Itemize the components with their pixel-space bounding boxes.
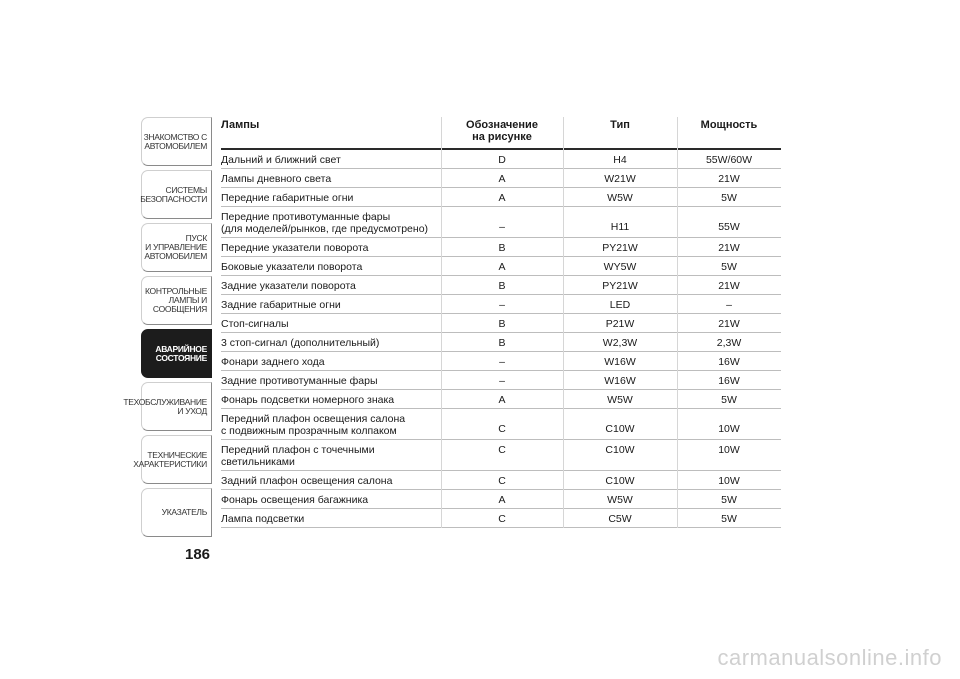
header-lamp: Лампы: [221, 119, 260, 131]
cell-code: D: [498, 154, 506, 166]
table-row: [221, 390, 781, 409]
cell-code: A: [498, 494, 506, 506]
chapter-tab-label: ТЕХНИЧЕСКИЕ ХАРАКТЕРИСТИКИ: [133, 449, 207, 469]
cell-code: B: [498, 280, 506, 292]
table-row: [221, 295, 781, 314]
table-row: [221, 409, 781, 440]
chapter-tab[interactable]: [141, 276, 212, 325]
cell-lamp: Передние указатели поворота: [221, 242, 369, 254]
cell-lamp: 3 стоп-сигнал (дополнительный): [221, 337, 380, 349]
cell-type: LED: [609, 299, 631, 311]
cell-code: –: [499, 221, 505, 233]
cell-code: B: [498, 318, 506, 330]
cell-type: WY5W: [603, 261, 637, 273]
cell-lamp: Боковые указатели поворота: [221, 261, 363, 273]
chapter-tab[interactable]: [141, 223, 212, 272]
table-row: [221, 490, 781, 509]
table-row: [221, 257, 781, 276]
cell-power: 55W: [718, 221, 740, 233]
cell-code: C: [498, 513, 506, 525]
bulb-table: [221, 117, 781, 528]
cell-code: A: [498, 261, 506, 273]
chapter-tab-label: ЗНАКОМСТВО С АВТОМОБИЛЕМ: [143, 131, 207, 151]
cell-type: C10W: [605, 444, 635, 456]
cell-code: C: [498, 423, 506, 435]
chapter-tab[interactable]: [133, 435, 212, 484]
chapter-tab-label: ТЕХОБСЛУЖИВАНИЕ И УХОД: [123, 396, 207, 416]
table-row: [221, 440, 781, 471]
column-divider: [563, 117, 564, 528]
cell-type: W16W: [604, 375, 636, 387]
cell-lamp: Фонари заднего хода: [221, 356, 325, 368]
table-body: [221, 150, 781, 528]
cell-code: A: [498, 173, 506, 185]
cell-lamp: Задние габаритные огни: [221, 299, 341, 311]
cell-code: –: [499, 356, 505, 368]
cell-power: 16W: [718, 356, 740, 368]
cell-type: P21W: [605, 318, 635, 330]
cell-power: 10W: [718, 423, 740, 435]
chapter-tab-label: УКАЗАТЕЛЬ: [161, 507, 207, 517]
cell-type: C10W: [605, 475, 635, 487]
cell-type: W21W: [604, 173, 636, 185]
table-row: [221, 150, 781, 169]
cell-type: C10W: [605, 423, 635, 435]
cell-power: 55W/60W: [705, 154, 753, 166]
cell-lamp: Задние указатели поворота: [221, 280, 356, 292]
cell-lamp: Стоп-сигналы: [221, 318, 289, 330]
cell-power: 16W: [718, 375, 740, 387]
cell-code: C: [498, 475, 506, 487]
table-row: [221, 471, 781, 490]
cell-power: 21W: [718, 173, 740, 185]
header-code: Обозначение на рисунке: [466, 119, 538, 143]
watermark: carmanualsonline.info: [717, 645, 942, 670]
chapter-tab[interactable]: [123, 382, 212, 431]
cell-type: W5W: [607, 192, 633, 204]
cell-type: H4: [613, 154, 627, 166]
cell-power: 10W: [718, 475, 740, 487]
table-row: [221, 371, 781, 390]
table-row: [221, 238, 781, 257]
header-type: Тип: [610, 119, 630, 131]
page-number: 186: [185, 546, 211, 563]
cell-power: 5W: [721, 513, 737, 525]
cell-code: A: [498, 192, 506, 204]
cell-lamp: Задние противотуманные фары: [221, 375, 378, 387]
cell-lamp: Фонарь освещения багажника: [221, 494, 369, 506]
chapter-tab-label: КОНТРОЛЬНЫЕ ЛАМПЫ И СООБЩЕНИЯ: [145, 286, 207, 314]
cell-lamp: Передние противотуманные фары (для моделей/рынков, где предусмотрено): [221, 211, 429, 235]
chapter-tab[interactable]: [141, 117, 212, 166]
cell-type: H11: [610, 221, 630, 233]
cell-lamp: Дальний и ближний свет: [221, 154, 341, 166]
cell-power: 5W: [721, 192, 737, 204]
cell-power: 2,3W: [716, 337, 742, 349]
column-divider: [441, 117, 442, 528]
chapter-tab-label: АВАРИЙНОЕ СОСТОЯНИЕ: [155, 343, 207, 363]
cell-power: 5W: [721, 494, 737, 506]
cell-lamp: Лампа подсветки: [221, 513, 305, 525]
chapter-tab-label: ПУСК И УПРАВЛЕНИЕ АВТОМОБИЛЕМ: [144, 233, 207, 261]
cell-power: 5W: [721, 261, 737, 273]
cell-lamp: Фонарь подсветки номерного знака: [221, 394, 395, 406]
cell-lamp: Передний плафон с точечными светильниками: [221, 444, 375, 468]
cell-lamp: Лампы дневного света: [221, 173, 332, 185]
chapter-tabs: [123, 117, 212, 541]
cell-code: C: [498, 444, 506, 456]
cell-code: B: [498, 242, 506, 254]
header-power: Мощность: [700, 119, 758, 131]
cell-type: C5W: [608, 513, 632, 525]
cell-power: –: [726, 299, 732, 311]
cell-code: B: [498, 337, 506, 349]
column-divider: [677, 117, 678, 528]
cell-type: PY21W: [602, 242, 638, 254]
cell-code: –: [499, 299, 505, 311]
table-row: [221, 333, 781, 352]
cell-power: 21W: [718, 280, 740, 292]
table-row: [221, 314, 781, 333]
chapter-tab[interactable]: [141, 170, 212, 219]
table-header: [221, 117, 781, 150]
table-row: [221, 276, 781, 295]
cell-lamp: Задний плафон освещения салона: [221, 475, 393, 487]
cell-lamp: Передний плафон освещения салона с подвижным прозрачным колпаком: [221, 413, 406, 437]
chapter-tab[interactable]: [141, 488, 212, 537]
table-row: [221, 352, 781, 371]
cell-power: 5W: [721, 394, 737, 406]
cell-power: 10W: [718, 444, 740, 456]
table-row: [221, 169, 781, 188]
cell-type: W5W: [607, 494, 633, 506]
cell-code: A: [498, 394, 506, 406]
chapter-tab[interactable]: [141, 329, 212, 378]
cell-power: 21W: [718, 318, 740, 330]
cell-type: W2,3W: [602, 337, 638, 349]
table-row: [221, 207, 781, 238]
cell-lamp: Передние габаритные огни: [221, 192, 354, 204]
cell-power: 21W: [718, 242, 740, 254]
table-row: [221, 188, 781, 207]
cell-type: W5W: [607, 394, 633, 406]
cell-type: PY21W: [602, 280, 638, 292]
cell-code: –: [499, 375, 505, 387]
chapter-tab-label: СИСТЕМЫ БЕЗОПАСНОСТИ: [140, 184, 207, 204]
cell-type: W16W: [604, 356, 636, 368]
table-row: [221, 509, 781, 528]
